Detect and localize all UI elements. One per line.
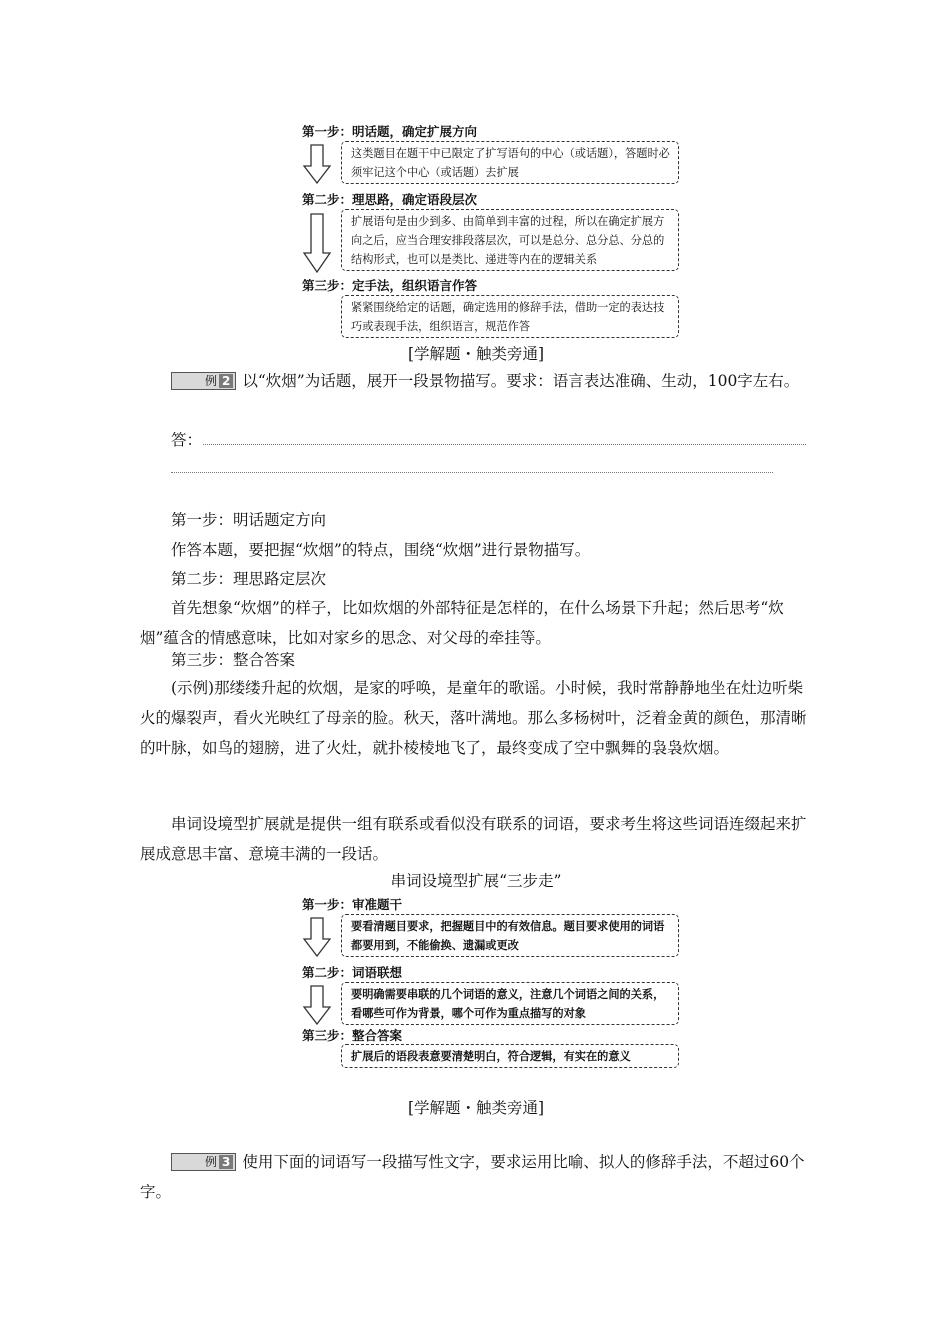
step-1-box: 这类题目在题干中已限定了扩写语句的中心（或话题），答题时必须牢记这个中心（或话题）去扩展	[341, 141, 679, 184]
solution-step-1: 第一步：明话题定方向	[171, 511, 327, 529]
step-1-title: 第一步：明话题，确定扩展方向	[302, 124, 478, 139]
flow-title: 串词设境型扩展“三步走”	[390, 872, 562, 890]
example-tag: 例 3	[171, 1153, 236, 1171]
section-label: [学解题・触类旁通]	[407, 345, 545, 363]
step-2-title: 第二步：理思路，确定语段层次	[302, 192, 478, 207]
down-arrow-icon	[303, 985, 331, 1025]
section-label: [学解题・触类旁通]	[407, 1099, 545, 1117]
step-3-title: 第三步：定手法，组织语言作答	[302, 278, 478, 293]
step-3-title: 第三步：整合答案	[302, 1028, 403, 1043]
step-1-title: 第一步：审准题干	[302, 897, 403, 912]
step-2-box: 要明确需要串联的几个词语的意义，注意几个词语之间的关系，看哪些可作为背景，哪个可作为重点描写的对象	[341, 982, 679, 1025]
down-arrow-icon	[303, 213, 331, 273]
solution-step-2: 第二步：理思路定层次	[171, 570, 327, 588]
step-2-title: 第二步：词语联想	[302, 965, 403, 980]
step-2-box: 扩展语句是由少到多、由简单到丰富的过程，所以在确定扩展方向之后，应当合理安排段落层次，可以是总分、总分总、分总的结构形式，也可以是类比、递进等内在的逻辑关系	[341, 209, 679, 271]
intro-paragraph: 串词设境型扩展就是提供一组有联系或看似没有联系的词语，要求考生将这些词语连缀起来扩展成意思丰富、意境丰满的一段话。	[140, 815, 807, 863]
answer-line	[171, 472, 773, 473]
answer-label: 答：	[171, 431, 203, 449]
step-3-box: 紧紧围绕给定的话题，确定选用的修辞手法，借助一定的表达技巧或表现手法，组织语言，规范作答	[341, 295, 679, 338]
answer-line	[203, 444, 806, 445]
example-2-question: 例 2 以“炊烟”为话题，展开一段景物描写。要求：语言表达准确、生动，100字左右。	[140, 366, 812, 396]
step-1-box: 要看清题目要求，把握题目中的有效信息。题目要求使用的词语都要用到，不能偷换、遗漏或更改	[341, 914, 679, 957]
down-arrow-icon	[303, 917, 331, 957]
step-3-box: 扩展后的语段表意要清楚明白，符合逻辑，有实在的意义	[341, 1044, 679, 1068]
down-arrow-icon	[303, 144, 331, 184]
solution-answer: (示例)那缕缕升起的炊烟，是家的呼唤，是童年的歌谣。小时候，我时常静静地坐在灶边听柴火的爆裂声，看火光映红了母亲的脸。秋天，落叶满地。那么多杨树叶，泛着金黄的颜色，那清晰的叶脉，如鸟的翅膀，进了火灶，就扑棱棱地飞了，最终变成了空中飘舞的袅袅炊烟。	[140, 679, 807, 757]
example-3-question: 例 3 使用下面的词语写一段描写性文字，要求运用比喻、拟人的修辞手法，不超过60个字。	[140, 1153, 805, 1201]
flow-diagram-expansion-steps	[300, 120, 685, 340]
solution-step-3: 第三步：整合答案	[171, 651, 296, 669]
solution-text-1: 作答本题，要把握“炊烟”的特点，围绕“炊烟”进行景物描写。	[171, 541, 591, 559]
example-tag: 例 2	[171, 372, 236, 390]
flow-diagram-word-steps	[300, 893, 685, 1073]
solution-text-2: 首先想象“炊烟”的样子，比如炊烟的外部特征是怎样的，在什么场景下升起；然后思考“炊烟”蕴含的情感意味，比如对家乡的思念、对父母的牵挂等。	[140, 599, 784, 647]
